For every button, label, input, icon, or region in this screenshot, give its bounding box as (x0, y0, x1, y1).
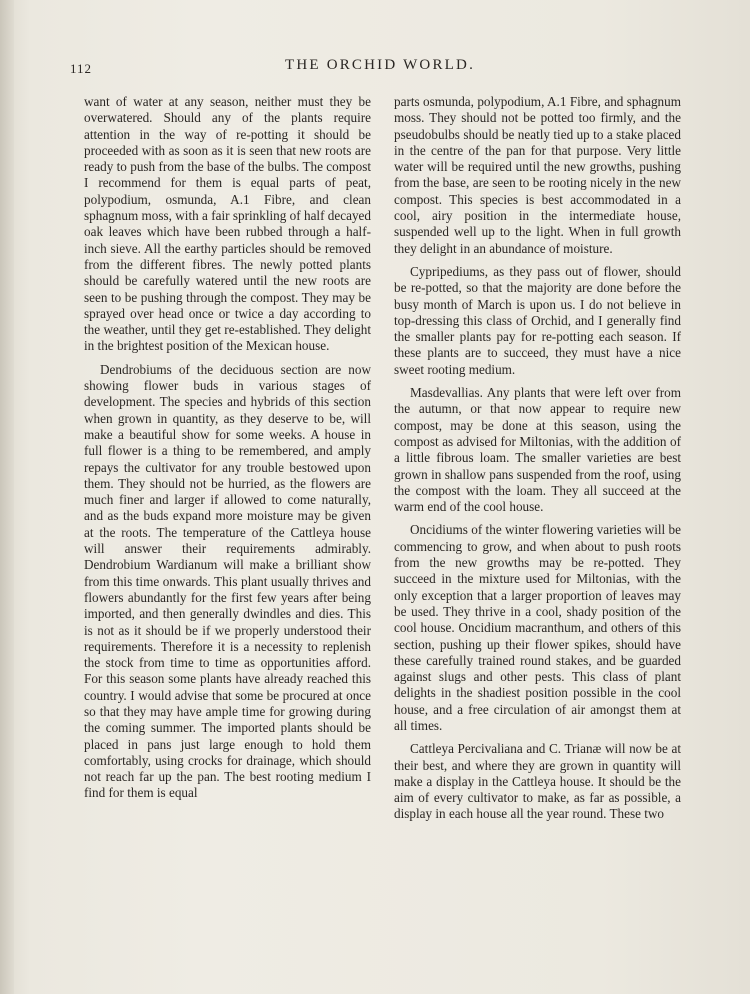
page-header (70, 55, 690, 79)
page-gutter-shadow (0, 0, 14, 994)
paragraph: Cypripediums, as they pass out of flower, should be re-potted, so that the majority are done before the busy month of March is upon us. I do not believe in top-dressing this class of Orchid, and I generally find the smaller plants pay for re-potting each season. If these plants are to succeed, they must have a nice sweet rooting medium. (394, 263, 681, 377)
left-column (84, 94, 371, 809)
running-title: THE ORCHID WORLD. (284, 57, 476, 73)
right-column (394, 94, 681, 830)
paragraph: Dendrobiums of the deciduous section are now showing flower buds in various stages of development. The species and hybrids of this section when grown in quantity, as they deserve to be, will make a beautiful show for some weeks. A house in full flower is a thing to be remembered, and amply repays the cultivator for any trouble bestowed upon them. They should not be hurried, as the flowers are much finer and larger if allowed to come naturally, and as the buds expand more moisture may be given at the roots. The temperature of the Cattleya house will answer their requirements admirably. Dendrobium Wardianum will make a brilliant show from this time onwards. This plant usually thrives and flowers abundantly for the first few years after being imported, and then generally dwindles and dies. This is not as it should be if we properly understood their requirements. Therefore it is a necessity to replenish the stock from time to time as opportunities afford. For this season some plants have already reached this country. I would advise that some be procured at once so that they may have ample time for growing during the coming summer. The imported plants should be placed in pans just large enough to hold them comfortably, using crocks for drainage, which should not reach far up the pan. The best rooting medium I find for them is equal (84, 361, 371, 801)
paragraph: want of water at any season, neither must they be overwatered. Should any of the plants require attention in the way of re-potting it should be proceeded with as soon as it is seen that new roots are ready to push from the base of the bulbs. The compost I recommend for them is equal parts of peat, polypodium, osmunda, A.1 Fibre, and clean sphagnum moss, with a fair sprinkling of half decayed oak leaves which have been rubbed through a half-inch sieve. All the earthy particles should be removed from the different fibres. The newly potted plants should be carefully watered until the new roots are seen to be pushing through the compost. They may be sprayed over head once or twice a day according to the weather, until they get re-established. They delight in the brightest position of the Mexican house. (84, 94, 371, 354)
paragraph: Masdevallias. Any plants that were left over from the autumn, or that now appear to require new compost, may be done at this season, using the compost as advised for Miltonias, with the addition of a little fibrous loam. The smaller varieties are best grown in shallow pans suspended from the roof, using the compost with the loam. They all succeed at the warm end of the cool house. (394, 385, 681, 515)
paragraph: Cattleya Percivaliana and C. Trianæ will now be at their best, and where they are grown in quantity will make a display in the Cattleya house. It should be the aim of every cultivator to make, as far as possible, a display in each house all the year round. These two (394, 741, 681, 822)
paragraph: Oncidiums of the winter flowering varieties will be commencing to grow, and when about to push roots from the new growths may be re-potted. They succeed in the mixture used for Miltonias, with the only exception that a larger proportion of leaves may be used. They thrive in a cool, shady position of the cool house. Oncidium macranthum, and others of this section, pushing up their flower spikes, should have these carefully trained round stakes, and be guarded against slugs and other pests. This class of plant delights in the shadiest position possible in the cool house, and a free circulation of air amongst them at all times. (394, 522, 681, 733)
paragraph: parts osmunda, polypodium, A.1 Fibre, and sphagnum moss. They should not be potted too firmly, and the pseudobulbs should be neatly tied up to a stake placed in the centre of the pan for that purpose. Very little water will be required until the new growths, pushing from the base, are seen to be rooting nicely in the new compost. This species is best accommodated in a cool, airy position in the intermediate house, suspended well up to the light. When in full growth they delight in an abundance of moisture. (394, 94, 681, 256)
page-number: 112 (70, 61, 93, 76)
